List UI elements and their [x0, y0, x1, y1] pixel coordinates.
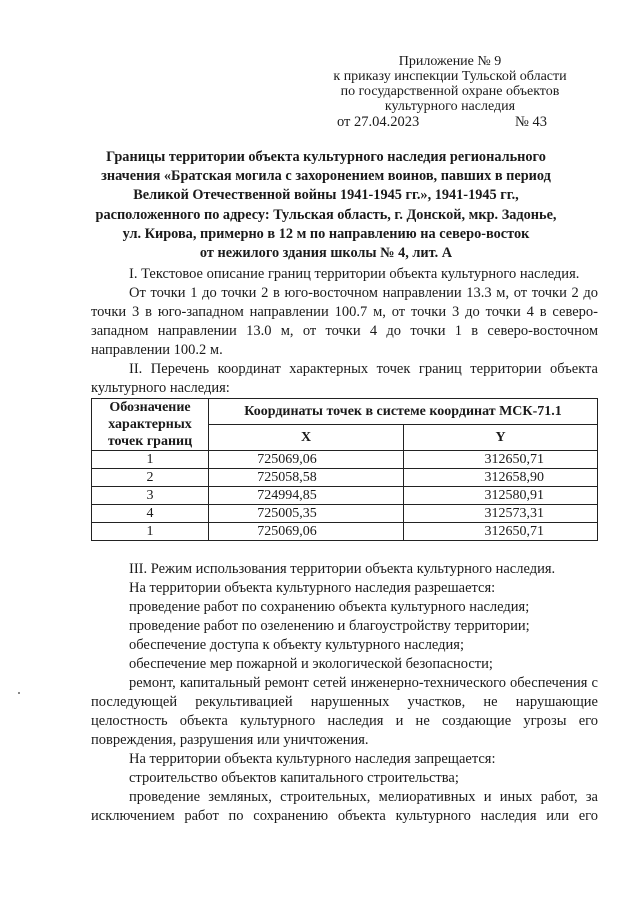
y-cell: 312650,71: [404, 523, 598, 541]
forbidden-intro: На территории объекта культурного наследия запрещается:: [129, 751, 496, 767]
coordinate-system-header: Координаты точек в системе координат МСК-71.1: [209, 399, 598, 425]
title-line: значения «Братская могила с захоронением воинов, павших в период: [101, 168, 551, 185]
allowed-item: проведение работ по сохранению объекта культурного наследия;: [129, 599, 530, 615]
table-row: [92, 469, 598, 487]
x-cell: 725058,58: [209, 469, 404, 487]
document-title: [88, 148, 564, 263]
x-column-header: X: [209, 425, 404, 451]
table-row: [92, 451, 598, 469]
x-cell: 725069,06: [209, 523, 404, 541]
section-2-heading: II. Перечень координат характерных точек границ территории объекта культурного наследия:: [91, 361, 598, 396]
point-cell: 4: [92, 505, 209, 523]
forbidden-item: строительство объектов капитального строительства;: [129, 770, 459, 786]
x-cell: 724994,85: [209, 487, 404, 505]
point-cell: 1: [92, 523, 209, 541]
coordinates-table: [91, 398, 598, 541]
title-line: расположенного по адресу: Тульская область, г. Донской, мкр. Задонье,: [95, 206, 557, 223]
appendix-line: Приложение № 9: [398, 54, 502, 69]
order-date-row: [337, 114, 557, 131]
appendix-line: к приказу инспекции Тульской области: [333, 69, 567, 84]
section-1-text: От точки 1 до точки 2 в юго-восточном направлении 13.3 м, от точки 2 до точки 3 в юго-западном направлении 100.7 м, от точки 3 до точки 4 в северо-западном направлении 13.0 м, от точки 4 до точки 1 в северо-восточном направлении 100.2 м.: [91, 285, 598, 358]
section-1-heading: I. Текстовое описание границ территории объекта культурного наследия.: [129, 266, 580, 282]
allowed-item: ремонт, капитальный ремонт сетей инженерно-технического обеспечения с последующей рекультивацией нарушенных участков, не нарушающие целостность объекта культурного наследия и не создающие угрозы его повреждения, разрушения или уничтожения.: [91, 675, 598, 748]
point-cell: 3: [92, 487, 209, 505]
allowed-item: обеспечение доступа к объекту культурного наследия;: [129, 637, 465, 653]
scan-mark: [18, 692, 20, 694]
y-cell: 312650,71: [404, 451, 598, 469]
section-3: [91, 560, 598, 826]
table-row: [92, 523, 598, 541]
x-cell: 725005,35: [209, 505, 404, 523]
table-row: [92, 487, 598, 505]
allowed-item: проведение работ по озеленению и благоустройству территории;: [129, 618, 530, 634]
title-line: от нежилого здания школы № 4, лит. А: [199, 245, 453, 262]
point-designation-header: Обозначение характерных точек границ: [92, 399, 209, 451]
table-row: [92, 505, 598, 523]
y-cell: 312573,31: [404, 505, 598, 523]
title-line: Великой Отечественной войны 1941-1945 гг.», 1941-1945 гг.,: [133, 187, 519, 204]
allowed-item: обеспечение мер пожарной и экологической безопасности;: [129, 656, 493, 672]
allowed-intro: На территории объекта культурного наследия разрешается:: [129, 580, 496, 596]
forbidden-item: проведение земляных, строительных, мелиоративных и иных работ, за исключением работ по сохранению объекта культурного наследия или его: [91, 789, 598, 824]
y-column-header: Y: [404, 425, 598, 451]
appendix-header: [300, 54, 600, 114]
section-1: [91, 265, 598, 398]
appendix-line: культурного наследия: [384, 99, 516, 114]
point-cell: 2: [92, 469, 209, 487]
title-line: Границы территории объекта культурного наследия регионального: [106, 149, 546, 165]
order-number: № 43: [515, 114, 547, 130]
y-cell: 312658,90: [404, 469, 598, 487]
point-cell: 1: [92, 451, 209, 469]
order-date: от 27.04.2023: [337, 114, 420, 130]
title-line: ул. Кирова, примерно в 12 м по направлению на северо-восток: [122, 225, 530, 242]
y-cell: 312580,91: [404, 487, 598, 505]
x-cell: 725069,06: [209, 451, 404, 469]
section-3-heading: III. Режим использования территории объекта культурного наследия.: [129, 561, 556, 577]
appendix-line: по государственной охране объектов: [340, 84, 560, 99]
